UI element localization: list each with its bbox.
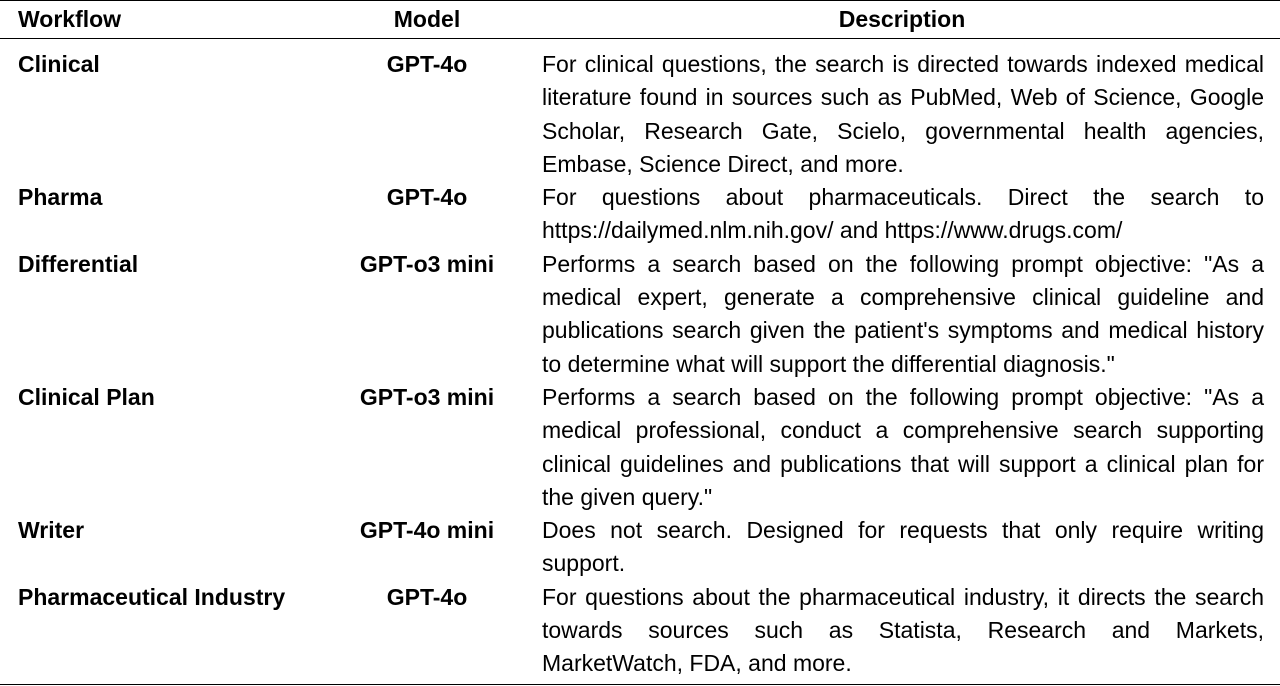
- workflow-cell: Differential: [18, 250, 139, 277]
- table-row: [0, 381, 1280, 514]
- table-row: [0, 39, 1280, 182]
- description-cell: For questions about the pharmaceutical industry, it directs the search towards sources such as Statista, Research and Markets, MarketWatch, FDA, and more.: [524, 581, 1280, 684]
- description-cell: Performs a search based on the following prompt objective: "As a medical expert, generate a comprehensive clinical guideline and publications search given the patient's symptoms and medical history to determine what will support the differential diagnosis.": [542, 250, 1264, 377]
- description-cell: Performs a search based on the following prompt objective: "As a medical professional, conduct a comprehensive search supporting clinical guidelines and publications that will support a clinical plan for the given query.": [542, 383, 1264, 510]
- header-workflow: Workflow: [0, 1, 330, 39]
- model-cell: GPT-4o: [330, 581, 524, 684]
- table-row: [0, 248, 1280, 381]
- table-row: [0, 514, 1280, 581]
- workflow-cell: Pharmaceutical Industry: [0, 581, 330, 684]
- workflow-cell: Clinical: [18, 51, 100, 77]
- model-cell: GPT-4o: [386, 184, 468, 211]
- header-row: [0, 1, 1280, 39]
- table-header: [0, 1, 1280, 39]
- model-cell: GPT-4o: [386, 51, 468, 77]
- description-cell: For questions about pharmaceuticals. Direct the search to https://dailymed.nlm.nih.gov/ and https://www.drugs.com/: [542, 184, 1264, 244]
- model-cell: GPT-o3 mini: [359, 250, 495, 277]
- model-cell: GPT-4o mini: [359, 517, 495, 544]
- workflow-cell: Clinical Plan: [18, 383, 155, 410]
- model-cell: GPT-o3 mini: [359, 383, 495, 410]
- description-cell: For clinical questions, the search is directed towards indexed medical literature found in sources such as PubMed, Web of Science, Google Scholar, Research Gate, Scielo, governmental health agencies, Embase, Science Direct, and more.: [542, 51, 1264, 177]
- table-row: [0, 581, 1280, 684]
- workflow-cell: Writer: [18, 517, 85, 544]
- table-row: [0, 181, 1280, 248]
- description-cell: Does not search. Designed for requests that only require writing support.: [542, 517, 1264, 577]
- workflow-cell: Pharma: [18, 184, 103, 211]
- header-description: Description: [524, 1, 1280, 39]
- header-model: Model: [330, 1, 524, 39]
- table-body: [0, 39, 1280, 685]
